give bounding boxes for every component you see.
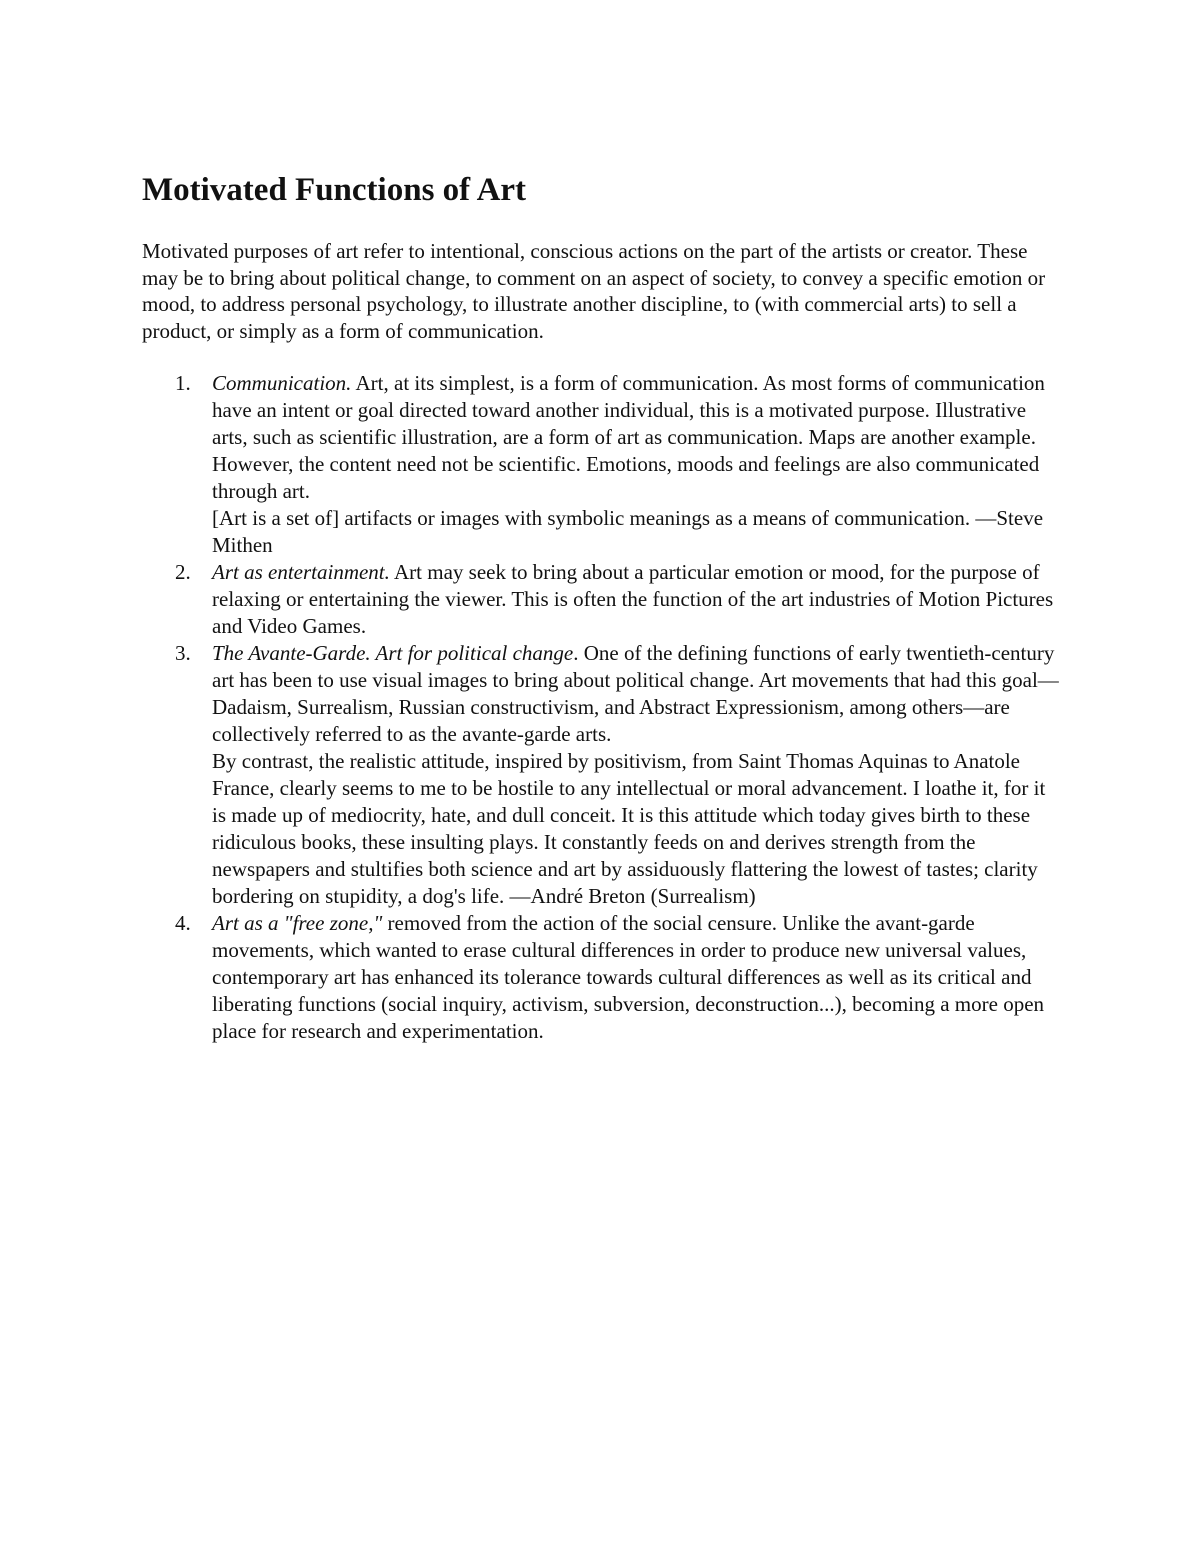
item-paragraph xyxy=(212,559,1062,640)
item-text: . One of the defining functions of early twentieth-century art has been to use visual images to bring about political change. Art movements that had this goal—Dadaism, Surrealism, Russian constructivism, and Abstract Expressionism, among others—are collectively referred to as the avante-garde arts. xyxy=(212,641,1059,746)
intro-paragraph: Motivated purposes of art refer to intentional, conscious actions on the part of the artists or creator. These may be to bring about political change, to comment on an aspect of society, to convey a specific emotion or mood, to address personal psychology, to illustrate another discipline, to (with commercial arts) to sell a product, or simply as a form of communication. xyxy=(142,239,1046,343)
item-paragraph xyxy=(212,370,1062,505)
list-item-free-zone xyxy=(142,910,1062,1045)
list-number: 4. xyxy=(175,911,191,935)
item-term: Communication. xyxy=(212,371,352,395)
list-item-avante-garde xyxy=(142,640,1062,910)
item-term: Art as a "free zone," xyxy=(212,911,383,935)
list-number: 2. xyxy=(175,560,191,584)
item-paragraph xyxy=(212,640,1062,748)
document-title: Motivated Functions of Art xyxy=(142,172,527,208)
block-quote: By contrast, the realistic attitude, inspired by positivism, from Saint Thomas Aquinas to Anatole France, clearly seems to me to be hostile to any intellectual or moral advancement. I loathe it, for it is made up of mediocrity, hate, and dull conceit. It is this attitude which today gives birth to these ridiculous books, these insulting plays. It constantly feeds on and derives strength from the newspapers and stultifies both science and art by assiduously flattering the lowest of tastes; clarity bordering on stupidity, a dog's life. —André Breton (Surrealism) xyxy=(212,749,1046,908)
list-item-entertainment xyxy=(142,559,1062,640)
item-text: removed from the action of the social censure. Unlike the avant-garde movements, which wanted to erase cultural differences in order to produce new universal values, contemporary art has enhanced its tolerance towards cultural differences as well as its critical and liberating functions (social inquiry, activism, subversion, deconstruction...), becoming a more open place for research and experimentation. xyxy=(212,911,1045,1043)
block-quote: [Art is a set of] artifacts or images with symbolic meanings as a means of communication. —Steve Mithen xyxy=(212,506,1044,557)
item-paragraph xyxy=(212,910,1062,1045)
item-term: Art as entertainment. xyxy=(212,560,390,584)
list-item-communication xyxy=(142,370,1062,559)
item-term: The Avante-Garde. Art for political change xyxy=(212,641,574,665)
list-number: 3. xyxy=(175,641,191,665)
item-text: Art, at its simplest, is a form of communication. As most forms of communication have an intent or goal directed toward another individual, this is a motivated purpose. Illustrative arts, such as scientific illustration, are a form of art as communication. Maps are another example. However, the content need not be scientific. Emotions, moods and feelings are also communicated through art. xyxy=(212,371,1045,503)
document-page xyxy=(142,168,1062,1045)
list-number: 1. xyxy=(175,371,191,395)
item-text: Art may seek to bring about a particular emotion or mood, for the purpose of relaxing or entertaining the viewer. This is often the function of the art industries of Motion Pictures and Video Games. xyxy=(212,560,1054,638)
